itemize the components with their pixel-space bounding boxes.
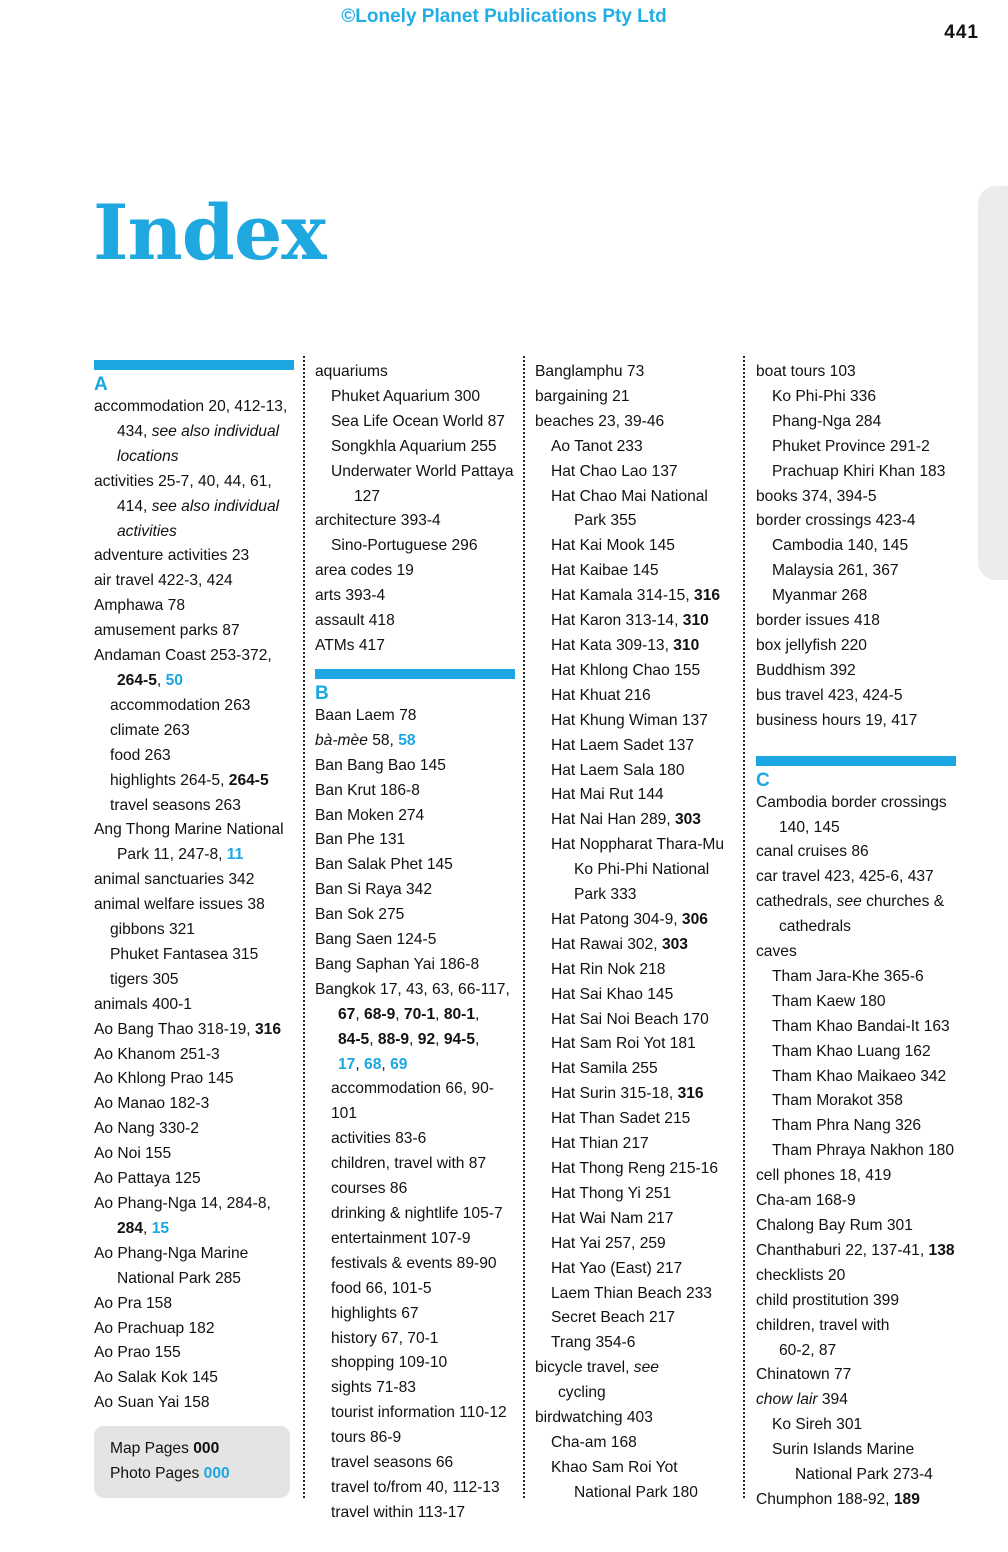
- index-entry: caves: [756, 943, 797, 961]
- index-subentry: Hat Khuat 216: [551, 686, 651, 704]
- index-subentry: Hat Thong Yi 251: [551, 1184, 672, 1202]
- index-subentry: climate 263: [110, 721, 190, 739]
- index-entry: Bang Saen 124-5: [315, 931, 437, 949]
- index-subentry: gibbons 321: [110, 921, 195, 939]
- index-column-4: [756, 360, 956, 1513]
- index-subentry: children, travel with 87: [331, 1155, 487, 1173]
- index-entry: Ao Nang 330-2: [94, 1120, 199, 1138]
- index-subentry: Songkhla Aquarium 255: [331, 437, 497, 455]
- index-subentry: Tham Khao Luang 162: [772, 1042, 931, 1060]
- section-bar: [756, 756, 956, 766]
- index-subentry: Hat Khung Wiman 137: [551, 711, 708, 729]
- index-entry: books 374, 394-5: [756, 487, 877, 505]
- index-entry: Bang Saphan Yai 186-8: [315, 955, 480, 973]
- index-subentry: Hat Mai Rut 144: [551, 786, 664, 804]
- index-entry: Ao Suan Yai 158: [94, 1394, 210, 1412]
- index-subentry: Hat Laem Sala 180: [551, 761, 685, 779]
- index-subentry: Cambodia 140, 145: [772, 537, 909, 555]
- section-letter-b: B: [315, 682, 329, 704]
- index-entry: Ao Prao 155: [94, 1344, 181, 1362]
- index-subentry: travel to/from 40, 112-13: [331, 1478, 500, 1496]
- index-subentry: Hat Kata 309-13, 310: [551, 636, 700, 654]
- index-subentry: Hat Kai Mook 145: [551, 537, 675, 555]
- index-column-2: [315, 360, 515, 1526]
- index-subentry: Hat Samila 255: [551, 1060, 658, 1078]
- index-entry: border crossings 423-4: [756, 512, 916, 530]
- index-entry: Bangkok 17, 43, 63, 66-117, 67, 68-9, 70-1, 80-1, 84-5, 88-9, 92, 94-5, 17, 68, 69: [315, 980, 510, 1073]
- index-entry: Baan Laem 78: [315, 706, 417, 724]
- index-entry: Chinatown 77: [756, 1366, 852, 1384]
- index-entry: Chumphon 188-92, 189: [756, 1490, 920, 1508]
- index-subentry: Phuket Fantasea 315: [110, 945, 259, 963]
- index-subentry: Tham Phraya Nakhon 180: [772, 1142, 955, 1160]
- section-bar: [94, 360, 294, 370]
- index-subentry: Hat Kamala 314-15, 316: [551, 587, 721, 605]
- index-subentry: travel seasons 66: [331, 1454, 454, 1472]
- index-entry: Andaman Coast 253-372, 264-5, 50: [94, 647, 272, 689]
- index-entry: Ao Khanom 251-3: [94, 1045, 220, 1063]
- index-subentry: Ko Sireh 301: [772, 1416, 863, 1434]
- index-entry: boat tours 103: [756, 363, 856, 380]
- index-subentry: Myanmar 268: [772, 587, 868, 605]
- index-entry: accommodation 20, 412-13, 434, see also individual locations: [94, 398, 288, 465]
- index-subentry: Secret Beach 217: [551, 1309, 675, 1327]
- index-entry: Ao Phang-Nga Marine National Park 285: [94, 1244, 249, 1287]
- column-divider: [303, 356, 305, 1498]
- index-entry: business hours 19, 417: [756, 711, 918, 729]
- index-subentry: Hat Surin 315-18, 316: [551, 1085, 704, 1103]
- index-subentry: Hat Yao (East) 217: [551, 1259, 683, 1277]
- index-entry: bà-mèe 58, 58: [315, 731, 416, 749]
- index-subentry: Hat Rin Nok 218: [551, 960, 666, 978]
- index-entry: bicycle travel, see cycling: [535, 1359, 659, 1402]
- index-subentry: Sea Life Ocean World 87: [331, 412, 505, 430]
- index-subentry: Hat Yai 257, 259: [551, 1234, 666, 1252]
- index-entry: aquariums: [315, 363, 388, 380]
- index-entry: amusement parks 87: [94, 622, 240, 640]
- index-subentry: Cha-am 168: [551, 1433, 637, 1451]
- index-subentry: Hat Nai Han 289, 303: [551, 811, 701, 829]
- index-subentry: Trang 354-6: [551, 1334, 636, 1352]
- index-subentry: accommodation 66, 90-101: [331, 1080, 494, 1123]
- index-entry: Ban Salak Phet 145: [315, 856, 453, 874]
- index-subentry: Tham Jara-Khe 365-6: [772, 967, 924, 985]
- index-subentry: festivals & events 89-90: [331, 1254, 497, 1272]
- index-entry: Cambodia border crossings 140, 145: [756, 793, 947, 836]
- index-subentry: Tham Khao Maikaeo 342: [772, 1067, 947, 1085]
- index-entry: child prostitution 399: [756, 1291, 900, 1309]
- section-letter-c: C: [756, 769, 770, 791]
- index-subentry: Hat Noppharat Thara-Mu Ko Phi-Phi National Park 333: [551, 836, 725, 904]
- column-divider: [743, 356, 745, 1498]
- index-entry: cathedrals, see churches & cathedrals: [756, 893, 945, 936]
- index-entry: activities 25-7, 40, 44, 61, 414, see also individual activities: [94, 472, 280, 540]
- index-subentry: Sino-Portuguese 296: [331, 537, 478, 555]
- index-entry: Ao Prachuap 182: [94, 1319, 215, 1337]
- index-entry: Ban Bang Bao 145: [315, 756, 446, 774]
- index-subentry: Phuket Province 291-2: [772, 437, 930, 455]
- index-subentry: tourist information 110-12: [331, 1404, 507, 1422]
- index-subentry: entertainment 107-9: [331, 1229, 471, 1247]
- index-subentry: Phuket Aquarium 300: [331, 387, 481, 405]
- index-entry: Banglamphu 73: [535, 363, 645, 380]
- page-number: 441: [944, 22, 979, 43]
- index-entry: ATMs 417: [315, 636, 385, 654]
- index-subentry: Hat Patong 304-9, 306: [551, 910, 708, 928]
- index-entry: Amphawa 78: [94, 597, 186, 615]
- index-entry: box jellyfish 220: [756, 636, 867, 654]
- index-entry: animals 400-1: [94, 995, 192, 1013]
- index-entry: Ao Noi 155: [94, 1145, 172, 1163]
- index-entry: Buddhism 392: [756, 661, 856, 679]
- index-subentry: Hat Sam Roi Yot 181: [551, 1035, 696, 1053]
- index-subentry: Khao Sam Roi Yot National Park 180: [551, 1458, 698, 1501]
- index-entry: checklists 20: [756, 1266, 846, 1284]
- index-entry: Ban Moken 274: [315, 806, 425, 824]
- index-subentry: Hat Thong Reng 215-16: [551, 1160, 719, 1177]
- index-subentry: history 67, 70-1: [331, 1329, 439, 1347]
- index-subentry: food 66, 101-5: [331, 1279, 432, 1297]
- index-entry: bargaining 21: [535, 387, 630, 405]
- index-subentry: Ko Phi-Phi 336: [772, 387, 877, 405]
- index-entry: Ao Pattaya 125: [94, 1170, 201, 1188]
- index-entry: cell phones 18, 419: [756, 1167, 892, 1185]
- side-thumb-tab: [978, 186, 1008, 580]
- index-subentry: Hat Than Sadet 215: [551, 1110, 691, 1128]
- index-entry: adventure activities 23: [94, 547, 250, 565]
- index-subentry: highlights 67: [331, 1304, 419, 1322]
- index-subentry: drinking & nightlife 105-7: [331, 1205, 503, 1222]
- index-entry: birdwatching 403: [535, 1409, 653, 1427]
- index-entry: Ban Phe 131: [315, 831, 406, 849]
- index-subentry: Prachuap Khiri Khan 183: [772, 462, 946, 480]
- index-subentry: Tham Morakot 358: [772, 1092, 903, 1110]
- index-subentry: Hat Sai Khao 145: [551, 985, 674, 1003]
- index-subentry: Hat Khlong Chao 155: [551, 661, 701, 679]
- index-entry: Ao Manao 182-3: [94, 1095, 210, 1113]
- index-entry: Ao Bang Thao 318-19, 316: [94, 1020, 282, 1038]
- index-subentry: Malaysia 261, 367: [772, 562, 899, 580]
- index-column-1: [94, 360, 294, 1416]
- index-entry: Ang Thong Marine National Park 11, 247-8, 11: [94, 821, 284, 864]
- index-entry: Chalong Bay Rum 301: [756, 1217, 913, 1234]
- index-subentry: Hat Thian 217: [551, 1135, 649, 1153]
- page-legend: [94, 1426, 290, 1498]
- column-divider: [523, 356, 525, 1498]
- index-column-3: [535, 360, 735, 1506]
- index-subentry: travel within 113-17: [331, 1503, 466, 1521]
- index-entry: Ban Krut 186-8: [315, 781, 420, 799]
- index-subentry: Underwater World Pattaya 127: [331, 462, 514, 505]
- index-subentry: travel seasons 263: [110, 796, 241, 814]
- index-subentry: highlights 264-5, 264-5: [110, 771, 269, 789]
- index-subentry: Tham Kaew 180: [772, 992, 886, 1010]
- index-subentry: Laem Thian Beach 233: [551, 1284, 712, 1302]
- index-entry: Ao Pra 158: [94, 1294, 173, 1312]
- index-subentry: Ao Tanot 233: [551, 437, 643, 455]
- index-subentry: shopping 109-10: [331, 1354, 448, 1372]
- index-entry: children, travel with 60-2, 87: [756, 1316, 890, 1359]
- index-subentry: Hat Chao Lao 137: [551, 462, 678, 480]
- index-entry: arts 393-4: [315, 587, 386, 605]
- index-subentry: tours 86-9: [331, 1429, 402, 1447]
- legend-photo-pages: Photo Pages 000: [110, 1465, 230, 1482]
- index-entry: architecture 393-4: [315, 512, 441, 530]
- index-subentry: Hat Rawai 302, 303: [551, 935, 688, 953]
- index-entry: canal cruises 86: [756, 843, 869, 861]
- index-subentry: tigers 305: [110, 970, 179, 988]
- index-subentry: sights 71-83: [331, 1379, 416, 1397]
- legend-map-pages: Map Pages 000: [110, 1440, 220, 1457]
- index-subentry: Hat Kaibae 145: [551, 562, 659, 580]
- section-bar: [315, 669, 515, 679]
- page-title: Index: [93, 188, 326, 277]
- index-subentry: accommodation 263: [110, 696, 251, 714]
- index-subentry: Tham Phra Nang 326: [772, 1117, 922, 1135]
- index-entry: area codes 19: [315, 562, 414, 580]
- index-subentry: Phang-Nga 284: [772, 412, 882, 430]
- index-entry: chow lair 394: [756, 1391, 848, 1409]
- index-entry: Ban Si Raya 342: [315, 881, 433, 899]
- index-entry: Ban Sok 275: [315, 906, 405, 924]
- index-entry: assault 418: [315, 612, 395, 630]
- index-subentry: Hat Sai Noi Beach 170: [551, 1010, 709, 1028]
- index-subentry: courses 86: [331, 1180, 408, 1198]
- index-entry: Cha-am 168-9: [756, 1192, 856, 1210]
- index-subentry: Hat Chao Mai National Park 355: [551, 487, 708, 530]
- section-letter-a: A: [94, 374, 108, 395]
- index-subentry: Hat Wai Nam 217: [551, 1209, 674, 1227]
- index-entry: car travel 423, 425-6, 437: [756, 868, 934, 886]
- index-subentry: activities 83-6: [331, 1130, 427, 1148]
- index-entry: beaches 23, 39-46: [535, 412, 665, 430]
- index-subentry: Surin Islands Marine National Park 273-4: [772, 1441, 933, 1484]
- index-entry: animal welfare issues 38: [94, 896, 265, 914]
- index-entry: Ao Khlong Prao 145: [94, 1070, 234, 1088]
- index-entry: Chanthaburi 22, 137-41, 138: [756, 1241, 955, 1259]
- index-entry: air travel 422-3, 424: [94, 572, 233, 590]
- index-entry: bus travel 423, 424-5: [756, 686, 903, 704]
- index-entry: border issues 418: [756, 612, 880, 630]
- index-subentry: food 263: [110, 746, 171, 764]
- copyright-notice: ©Lonely Planet Publications Pty Ltd: [341, 6, 667, 27]
- index-subentry: Hat Laem Sadet 137: [551, 736, 695, 754]
- index-entry: animal sanctuaries 342: [94, 871, 255, 889]
- index-entry: Ao Phang-Nga 14, 284-8, 284, 15: [94, 1195, 271, 1237]
- index-subentry: Tham Khao Bandai-It 163: [772, 1017, 950, 1035]
- index-subentry: Hat Karon 313-14, 310: [551, 612, 709, 630]
- index-entry: Ao Salak Kok 145: [94, 1369, 218, 1387]
